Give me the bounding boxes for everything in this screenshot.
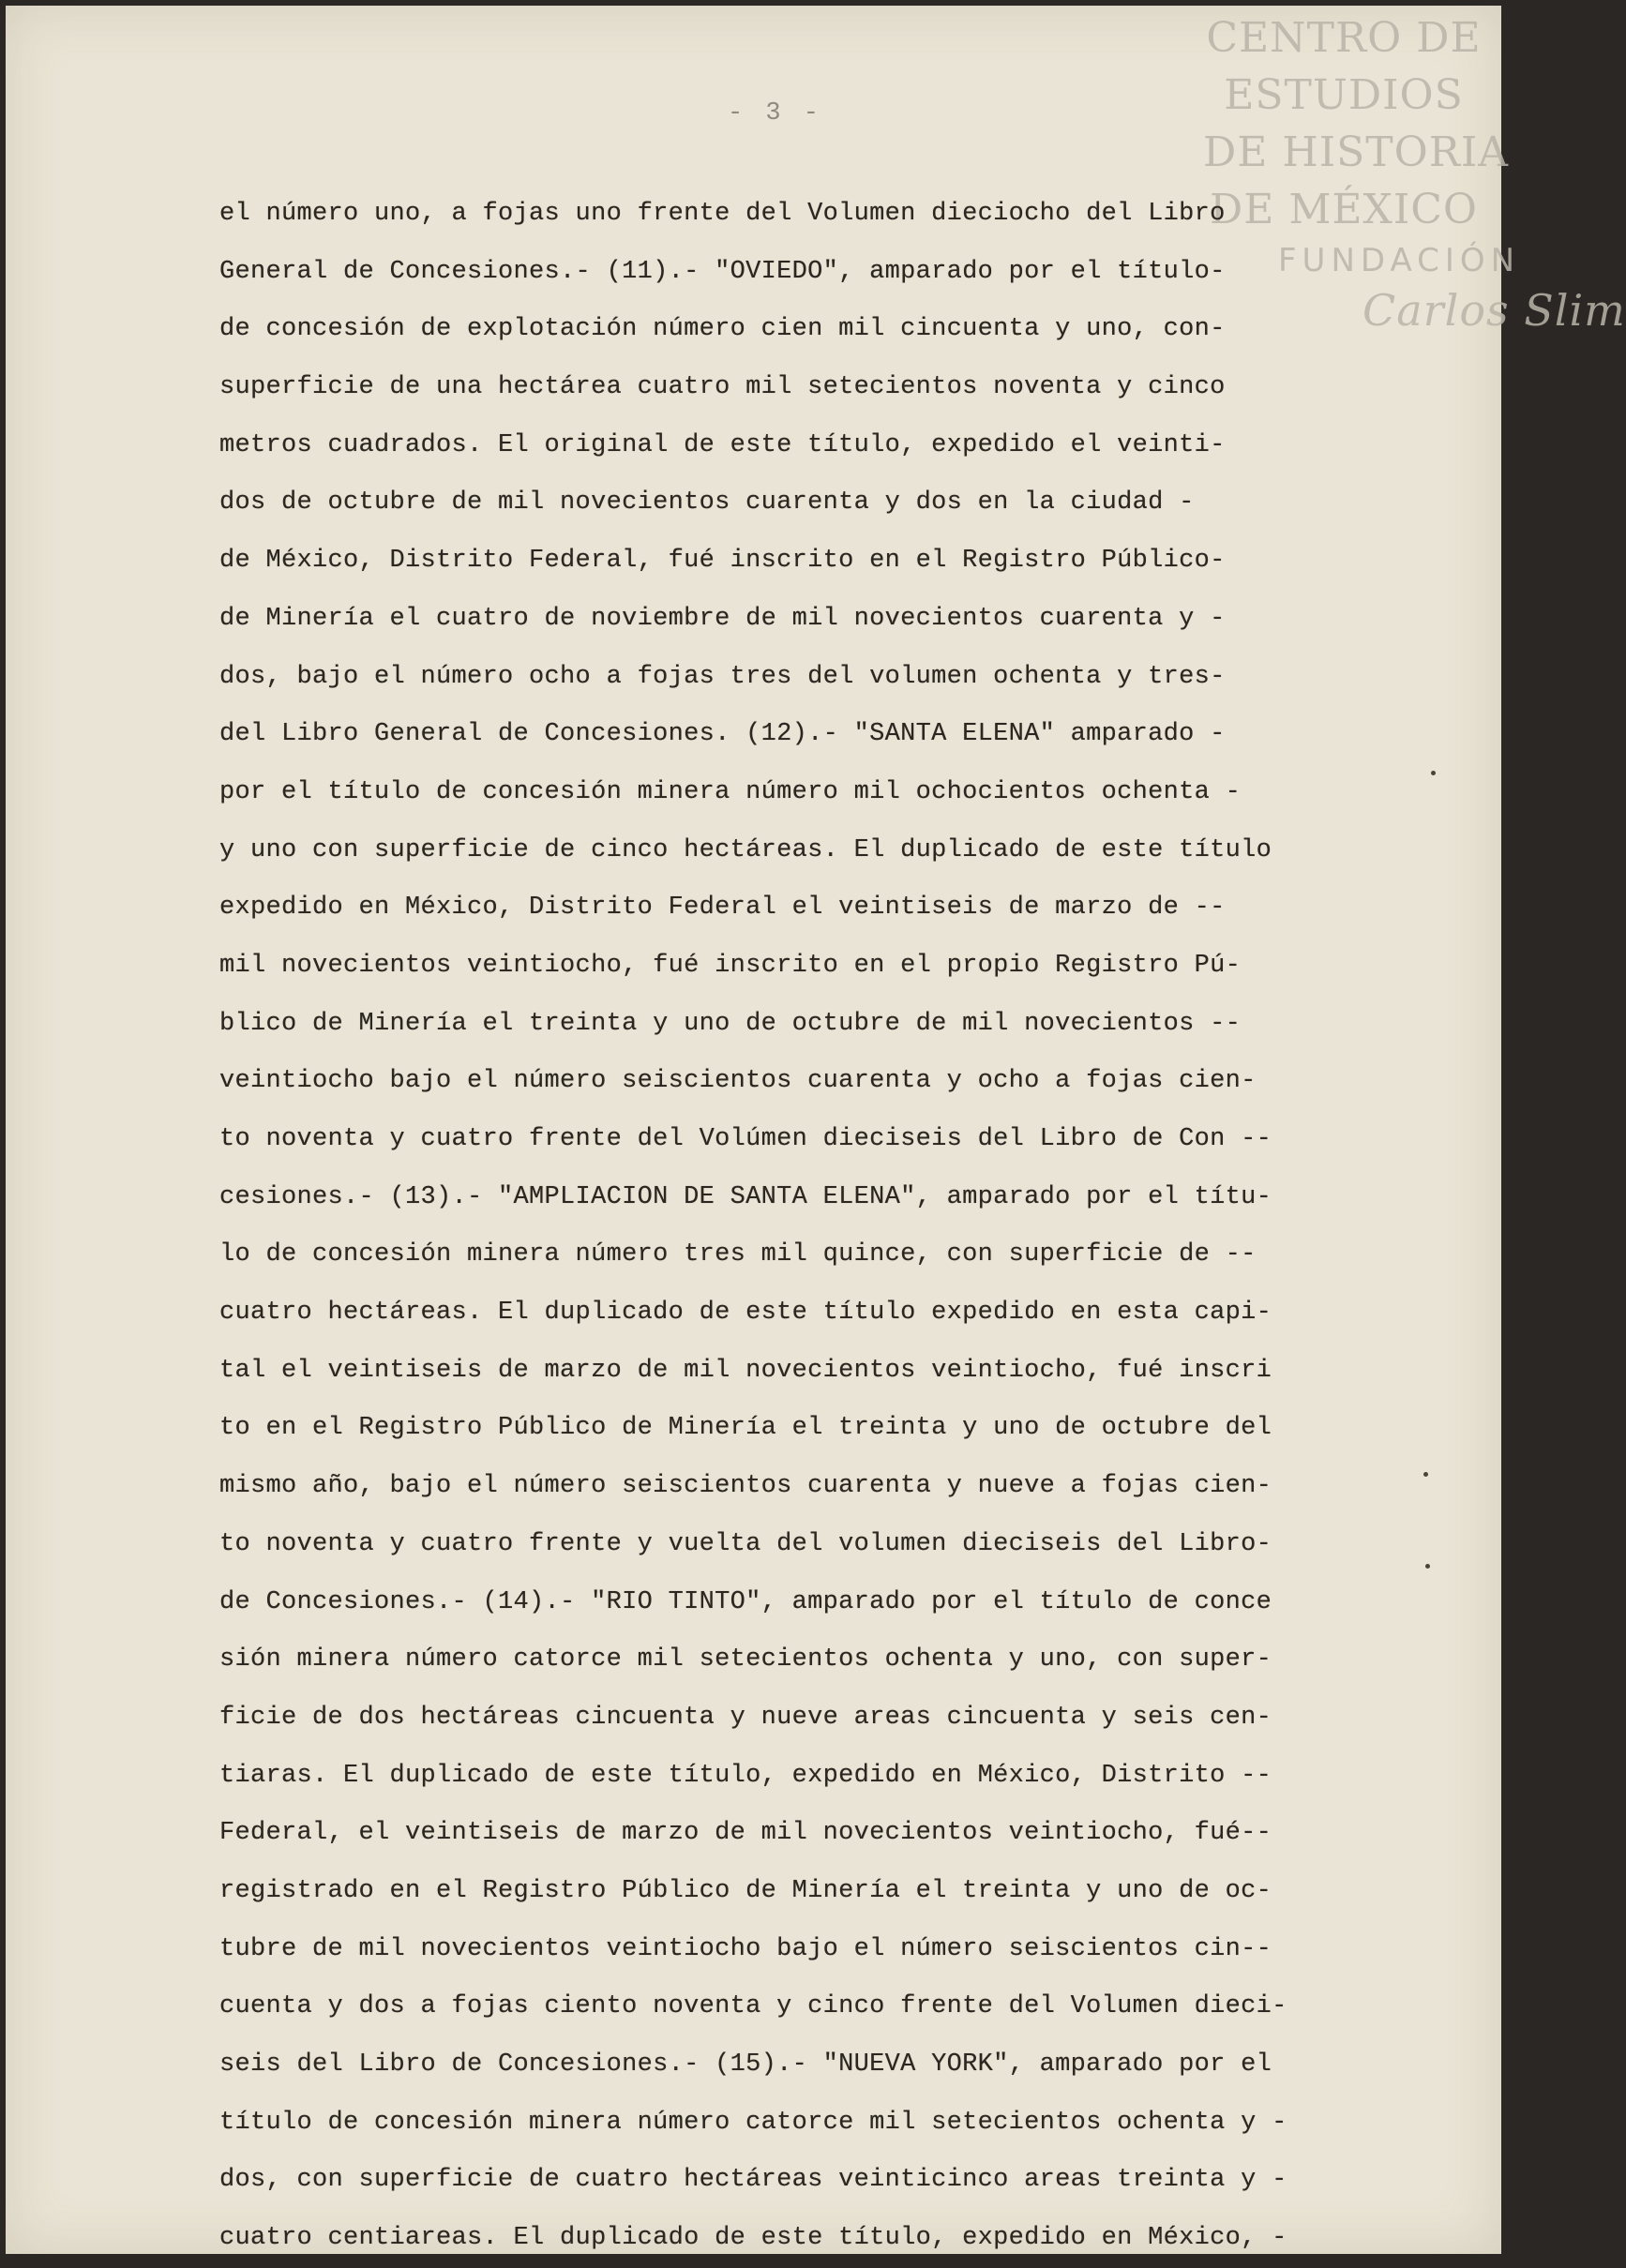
text-line: metros cuadrados. El original de este título, expedido el veinti- <box>219 430 1226 459</box>
text-line: lo de concesión minera número tres mil quince, con superficie de -- <box>219 1240 1257 1269</box>
watermark-signature: Carlos Slim <box>1363 285 1626 336</box>
text-line: dos, con superficie de cuatro hectáreas veinticinco areas treinta y - <box>219 2166 1287 2195</box>
watermark-line-2: ESTUDIOS <box>1224 71 1464 119</box>
text-line: blico de Minería el treinta y uno de octubre de mil novecientos -- <box>219 1009 1242 1038</box>
text-line: dos, bajo el número ocho a fojas tres del volumen ochenta y tres- <box>219 662 1226 691</box>
paper-speck <box>1423 1472 1428 1477</box>
text-line: de concesión de explotación número cien mil cincuenta y uno, con- <box>219 315 1226 344</box>
text-line: General de Concesiones.- (11).- "OVIEDO", amparado por el título- <box>219 257 1226 286</box>
text-line: por el título de concesión minera número mil ochocientos ochenta - <box>219 777 1242 806</box>
text-line: tiaras. El duplicado de este título, expedido en México, Distrito -- <box>219 1761 1272 1790</box>
text-line: mil novecientos veintiocho, fué inscrito en el propio Registro Pú- <box>219 951 1242 980</box>
text-line: sión minera número catorce mil setecientos ochenta y uno, con super- <box>219 1645 1272 1675</box>
text-line: cuatro hectáreas. El duplicado de este título expedido en esta capi- <box>219 1299 1272 1328</box>
text-line: Federal, el veintiseis de marzo de mil novecientos veintiocho, fué-- <box>219 1819 1272 1848</box>
text-line: veintiocho bajo el número seiscientos cuarenta y ocho a fojas cien- <box>219 1067 1257 1096</box>
page-number: - 3 - <box>728 99 823 128</box>
text-line: tubre de mil novecientos veintiocho bajo el número seiscientos cin-- <box>219 1934 1272 1963</box>
text-line: to noventa y cuatro frente del Volúmen dieciseis del Libro de Con -- <box>219 1125 1272 1153</box>
text-line: cesiones.- (13).- "AMPLIACION DE SANTA ELENA", amparado por el títu- <box>219 1182 1272 1211</box>
watermark-line-3: DE HISTORIA <box>1203 128 1509 176</box>
text-line: dos de octubre de mil novecientos cuarenta y dos en la ciudad - <box>219 488 1195 518</box>
watermark-line-1: CENTRO DE <box>1206 14 1482 62</box>
text-line: de México, Distrito Federal, fué inscrito en el Registro Público- <box>219 547 1226 576</box>
text-line: registrado en el Registro Público de Minería el treinta y uno de oc- <box>219 1876 1272 1905</box>
text-line: ficie de dos hectáreas cincuenta y nueve areas cincuenta y seis cen- <box>219 1703 1272 1732</box>
text-line: cuenta y dos a fojas ciento noventa y cinco frente del Volumen dieci- <box>219 1992 1287 2021</box>
watermark-line-4: DE MÉXICO <box>1210 186 1478 233</box>
text-line: seis del Libro de Concesiones.- (15).- "NUEVA YORK", amparado por el <box>219 2050 1272 2079</box>
typewritten-body <box>219 186 1438 2268</box>
text-line: de Concesiones.- (14).- "RIO TINTO", amparado por el título de conce <box>219 1587 1272 1616</box>
text-line: superficie de una hectárea cuatro mil setecientos noventa y cinco <box>219 373 1226 402</box>
paper-speck <box>1431 771 1436 775</box>
text-line: to en el Registro Público de Minería el treinta y uno de octubre del <box>219 1414 1272 1443</box>
text-line: expedido en México, Distrito Federal el veintiseis de marzo de -- <box>219 894 1226 923</box>
text-line: de Minería el cuatro de noviembre de mil novecientos cuarenta y - <box>219 604 1226 633</box>
paper-speck <box>1425 1564 1430 1569</box>
text-line: y uno con superficie de cinco hectáreas. El duplicado de este título <box>219 835 1272 864</box>
text-line: el número uno, a fojas uno frente del Volumen dieciocho del Libro <box>219 200 1226 228</box>
watermark-foundation: FUNDACIÓN <box>1278 242 1521 279</box>
text-line: mismo año, bajo el número seiscientos cuarenta y nueve a fojas cien- <box>219 1472 1272 1501</box>
text-line: cuatro centiareas. El duplicado de este título, expedido en México, - <box>219 2224 1287 2253</box>
text-line: tal el veintiseis de marzo de mil novecientos veintiocho, fué inscri <box>219 1356 1272 1385</box>
text-line: to noventa y cuatro frente y vuelta del volumen dieciseis del Libro- <box>219 1529 1272 1558</box>
text-line: del Libro General de Concesiones. (12).- "SANTA ELENA" amparado - <box>219 720 1226 749</box>
document-page <box>6 6 1626 2254</box>
text-line: título de concesión minera número catorce mil setecientos ochenta y - <box>219 2108 1287 2137</box>
